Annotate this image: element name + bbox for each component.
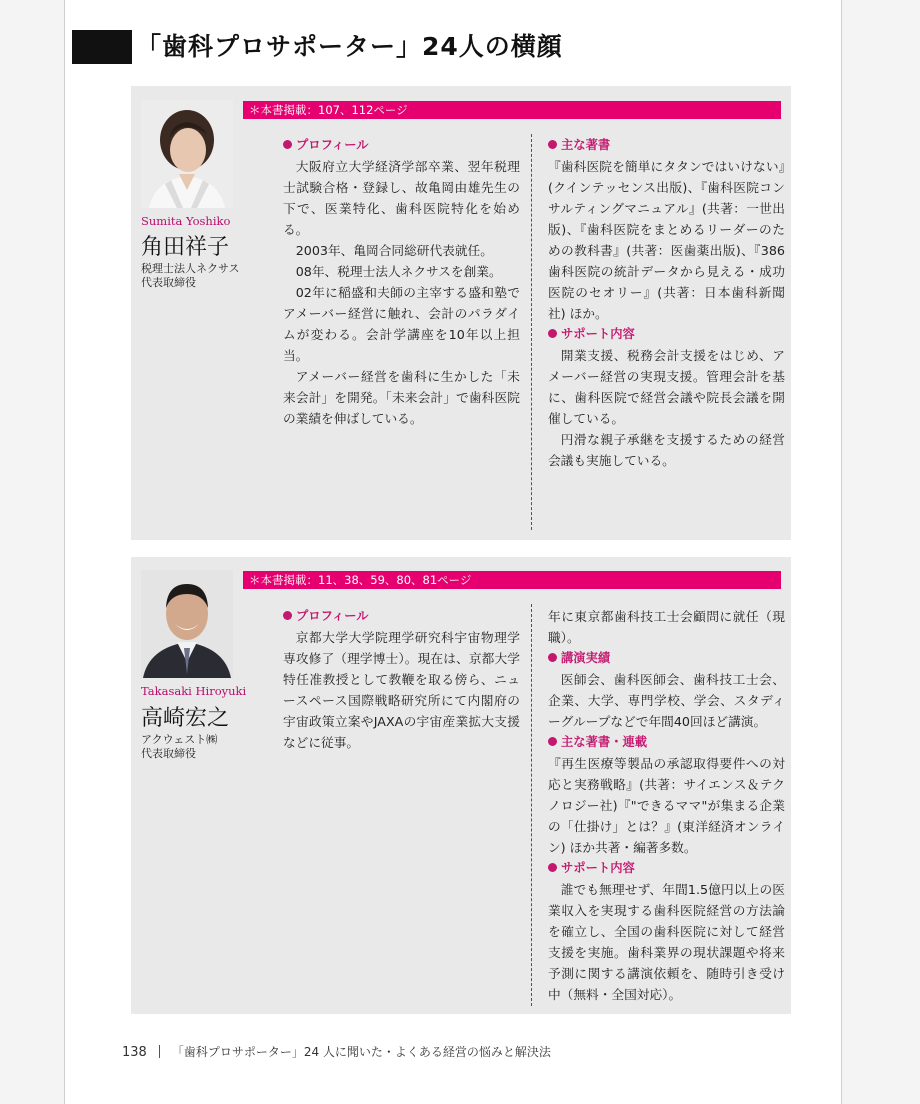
profile-1-left-column [283, 135, 520, 429]
column-divider [531, 604, 532, 1006]
bullet-dot-icon [548, 653, 557, 662]
section-heading: サポート内容 [548, 324, 785, 345]
name-japanese: 高崎宏之 [141, 706, 230, 731]
featured-pages-bar: ＊本書掲載：107、112ページ [243, 101, 781, 119]
paragraph: 02年に稲盛和夫師の主宰する盛和塾でアメーバー経営に触れ、会計のパラダイムが変わる。会計学講座を10年以上担当。 [283, 285, 520, 363]
section-heading: サポート内容 [548, 858, 785, 879]
bullet-dot-icon [283, 140, 292, 149]
portrait-photo-1 [141, 100, 233, 208]
section-heading: プロフィール [283, 135, 520, 156]
running-title: 「歯科プロサポーター」24 人に聞いた・よくある経営の悩みと解決法 [171, 1045, 551, 1059]
paragraph: 年に東京都歯科技工士会顧問に就任（現職）。 [548, 609, 785, 645]
bullet-dot-icon [548, 329, 557, 338]
page-footer [122, 1043, 551, 1060]
column-divider [531, 134, 532, 530]
affiliation-company: 税理士法人ネクサス [141, 262, 240, 275]
paragraph: 大阪府立大学経済学部卒業、翌年税理士試験合格・登録し、故亀岡由雄先生の下で、医業特化、歯科医院特化を始める。 [283, 159, 520, 237]
paragraph: 円滑な親子承継を支援するための経営会議も実施している。 [548, 432, 785, 468]
footer-separator [159, 1045, 160, 1058]
featured-pages-bar: ＊本書掲載：11、38、59、80、81ページ [243, 571, 781, 589]
paragraph: 『歯科医院を簡単にタタンではいけない』(クインテッセンス出版)、『歯科医院コンサルティングマニュアル』(共著：一世出版)、『歯科医院をまとめるリーダーのための教科書』(共著：医歯薬出版)、『386歯科医院の統計データから見える・成功医院のセオリー』(共著：日本歯科新聞社) ほか。 [548, 159, 785, 321]
bullet-dot-icon [283, 611, 292, 620]
profile-2-right-column [548, 606, 785, 1005]
section-heading: 主な著書 [548, 135, 785, 156]
profile-1-right-column [548, 135, 785, 471]
section-heading: 主な著書・連載 [548, 732, 785, 753]
page-number: 138 [122, 1045, 147, 1060]
name-roman: Sumita Yoshiko [141, 214, 231, 228]
section-heading: プロフィール [283, 606, 520, 627]
title-marker-bar [72, 30, 132, 64]
paragraph: 医師会、歯科医師会、歯科技工士会、企業、大学、専門学校、学会、スタディーグループなどで年間40回ほど講演。 [548, 672, 785, 729]
section-heading: 講演実績 [548, 648, 785, 669]
bullet-dot-icon [548, 863, 557, 872]
paragraph: 『再生医療等製品の承認取得要件への対応と実務戦略』(共著：サイエンス＆テクノロジー社)『"できるママ"が集まる企業の「仕掛け」とは？』(東洋経済オンライン) ほか共著・編著多数。 [548, 756, 785, 855]
affiliation-role: 代表取締役 [141, 276, 196, 289]
paragraph: 京都大学大学院理学研究科宇宙物理学専攻修了（理学博士）。現在は、京都大学特任准教授として教鞭を取る傍ら、ニュースペース国際戦略研究所にて内閣府の宇宙政策立案やJAXAの宇宙産業拡大支援などに従事。 [283, 630, 520, 750]
paragraph: 誰でも無理せず、年間1.5億円以上の医業収入を実現する歯科医院経営の方法論を確立し、全国の歯科医院に対して経営支援を実施。歯科業界の現状課題や将来予測に関する講演依頼を、随時引き受け中（無料・全国対応）。 [548, 882, 785, 1002]
paragraph: 2003年、亀岡合同総研代表就任。 [295, 243, 493, 258]
paragraph: アメーバー経営を歯科に生かした「未来会計」を開発。「未来会計」で歯科医院の業績を伸ばしている。 [283, 369, 520, 426]
affiliation-company: アクウェスト㈱ [141, 733, 218, 746]
name-roman: Takasaki Hiroyuki [141, 684, 247, 698]
affiliation [141, 733, 217, 761]
paragraph: 08年、税理士法人ネクサスを創業。 [295, 264, 502, 279]
paragraph: 開業支援、税務会計支援をはじめ、アメーバー経営の実現支援。管理会計を基に、歯科医院で経営会議や院長会議を開催している。 [548, 348, 785, 426]
portrait-photo-2 [141, 570, 233, 678]
profile-2-left-column [283, 606, 520, 753]
affiliation [141, 262, 240, 290]
bullet-dot-icon [548, 737, 557, 746]
affiliation-role: 代表取締役 [141, 747, 196, 760]
page-title: 「歯科プロサポーター」24人の横顔 [136, 32, 563, 61]
name-japanese: 角田祥子 [141, 235, 230, 260]
bullet-dot-icon [548, 140, 557, 149]
